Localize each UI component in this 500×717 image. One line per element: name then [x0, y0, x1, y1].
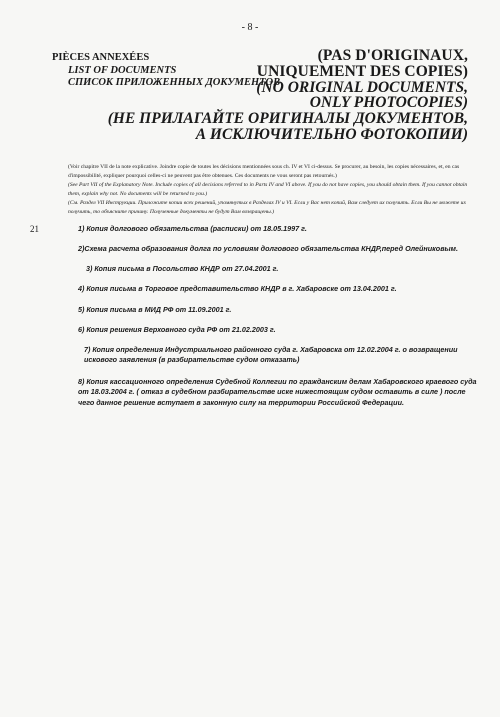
header-title-ru: СПИСОК ПРИЛОЖЕННЫХ ДОКУМЕНТОВ	[68, 77, 281, 89]
list-item: 7) Копия определения Индустриального районного суда г. Хабаровска от 12.02.2004 г. о возвращении искового заявления (в разбирательстве судом отказать)	[84, 345, 458, 365]
list-item: 4) Копия письма в Торговое представительство КНДР в г. Хабаровске от 13.04.2001 г.	[78, 284, 397, 293]
list-item: 8) Копия кассационного определения Судебной Коллегии по гражданским делам Хабаровского краевого суда от 18.03.2004 г. ( отказ в судебном разбирательстве иске нижестоящим судом оставить в силе ) после чего данное решение вступает в законную силу на территории Российской Федерации.	[78, 377, 477, 407]
note-ru: (См. Раздел VII Инструкции. Приложите копии всех решений, упомянутых в Разделах IV и VI. Если у Вас нет копий, Вам следует их получить. Если Вы не можете их получить, то объясните причину. Полученные документы не будут Вам возвращены.)	[68, 199, 466, 215]
header-title-fr: PIÈCES ANNEXÉES	[52, 52, 150, 63]
copies-note-ru-line1: (НЕ ПРИЛАГАЙТЕ ОРИГИНАЛЫ ДОКУМЕНТОВ,	[107, 110, 468, 128]
copies-note-en-line2: ONLY PHOTOCOPIES)	[309, 94, 468, 112]
copies-note-fr-line1: (PAS D'ORIGINAUX,	[317, 47, 468, 64]
copies-note-fr-line2: UNIQUEMENT DES COPIES)	[256, 62, 468, 80]
list-item: 5) Копия письма в МИД РФ от 11.09.2001 г.	[78, 305, 232, 314]
copies-note-en-line1: (NO ORIGINAL DOCUMENTS,	[256, 78, 468, 96]
list-item: 2)Схема расчета образования долга по условиям долгового обязательства КНДР,перед Олейниковым.	[78, 244, 458, 253]
section-number: 21	[30, 224, 39, 234]
header-right	[108, 48, 468, 143]
note-fr: (Voir chapitre VII de la note explicative. Joindre copie de toutes les décisions mentionnées sous ch. IV et VI ci-dessus. Se procurer, au besoin, les copies nécessaires, et, en cas d'impossibilité, expliquer pourquoi celles-ci ne peuvent pas être obtenues. Ces documents ne vous seront pas retournés.)	[68, 164, 460, 179]
list-item: 6) Копия решения Верховного суда РФ от 21.02.2003 г.	[78, 325, 276, 334]
copies-note-ru-line2: А ИСКЛЮЧИТЕЛЬНО ФОТОКОПИИ)	[195, 125, 468, 143]
list-item: 1) Копия долгового обязательства (расписки) от 18.05.1997 г.	[78, 224, 307, 233]
note-en: (See Part VII of the Explanatory Note. Include copies of all decisions referred to in Parts IV and VI above. If you do not have copies, you should obtain them. If you cannot obtain them, explain why not. No documents will be returned to you.)	[68, 181, 468, 197]
header-title-en: LIST OF DOCUMENTS	[68, 64, 177, 76]
explanatory-note	[68, 163, 480, 217]
page-number: - 8 -	[241, 22, 259, 33]
list-item: 3) Копия письма в Посольство КНДР от 27.04.2001 г.	[86, 264, 279, 273]
